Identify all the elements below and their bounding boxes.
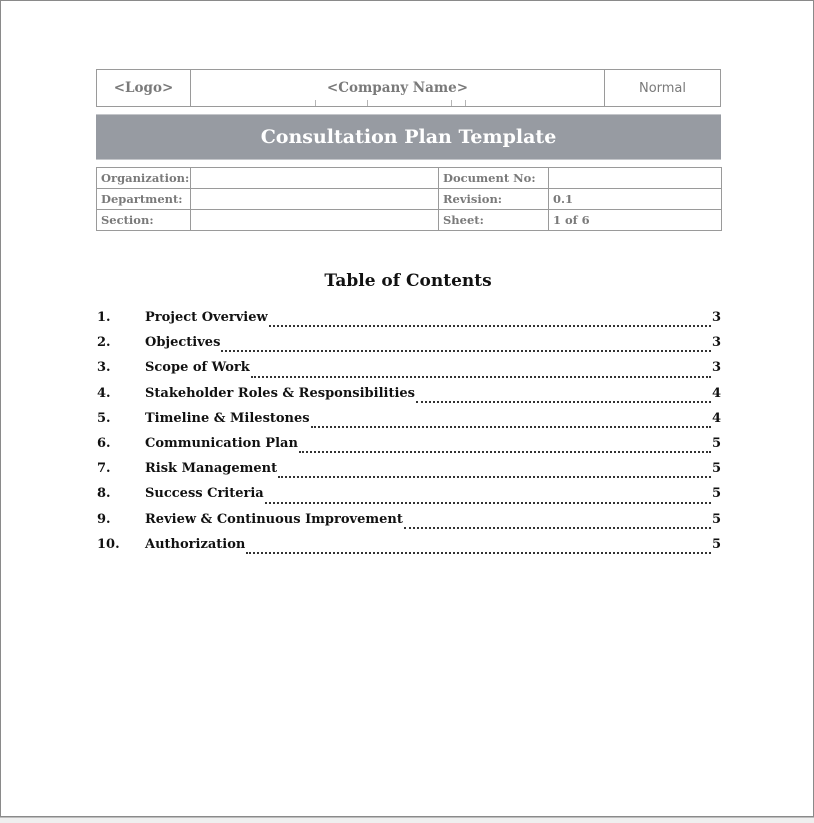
- toc-entry[interactable]: [97, 386, 721, 411]
- toc-entry-page[interactable]: 5: [711, 511, 721, 527]
- meta-row: [97, 189, 722, 210]
- department-value[interactable]: [191, 189, 439, 210]
- toc-entry-page[interactable]: 5: [711, 486, 721, 502]
- document-header: [96, 69, 721, 231]
- toc-entry-label[interactable]: Stakeholder Roles & Responsibilities: [145, 385, 415, 401]
- toc-entry[interactable]: [97, 461, 721, 486]
- toc-entry[interactable]: [97, 436, 721, 461]
- toc-entry-number: 2.: [97, 335, 111, 351]
- revision-label: Revision:: [439, 189, 549, 210]
- toc-entry-number: 4.: [97, 385, 111, 401]
- table-divider: [465, 100, 466, 106]
- toc-entry-number: 10.: [97, 536, 120, 552]
- meta-row: [97, 168, 722, 189]
- toc-heading: Table of Contents: [324, 271, 492, 291]
- toc-entry-label[interactable]: Communication Plan: [145, 435, 298, 451]
- toc-entry-page[interactable]: 5: [711, 461, 721, 477]
- toc-entry-number: 1.: [97, 310, 111, 325]
- sheet-label: Sheet:: [439, 210, 549, 231]
- toc-entry-page[interactable]: 3: [711, 310, 721, 325]
- toc-entry[interactable]: [97, 360, 721, 385]
- toc-leader-dots: [265, 501, 711, 504]
- toc-entry-page[interactable]: 3: [711, 360, 721, 376]
- toc-entry[interactable]: [97, 512, 721, 537]
- toc-entry-number: 7.: [97, 461, 111, 477]
- toc-entry-page[interactable]: 4: [711, 385, 721, 401]
- toc-leader-dots: [404, 526, 711, 529]
- toc-entry-number: 9.: [97, 511, 111, 527]
- toc-entry[interactable]: [97, 537, 721, 562]
- toc-entry-label[interactable]: Risk Management: [145, 461, 278, 477]
- toc-leader-dots: [251, 375, 711, 378]
- organization-label: Organization:: [97, 168, 191, 189]
- company-name-text: <Company Name>: [326, 80, 469, 96]
- sheet-value[interactable]: 1 of 6: [549, 210, 722, 231]
- header-top-row: [96, 69, 721, 107]
- table-divider: [315, 100, 316, 106]
- table-divider: [367, 100, 368, 106]
- toc-entry-number: 3.: [97, 360, 111, 376]
- toc-leader-dots: [221, 349, 711, 352]
- page-bottom-edge: [0, 817, 814, 823]
- document-no-value[interactable]: [549, 168, 722, 189]
- toc-entry[interactable]: [97, 411, 721, 436]
- table-of-contents: [97, 310, 721, 562]
- toc-entry-number: 6.: [97, 435, 111, 451]
- toc-leader-dots: [416, 400, 711, 403]
- toc-entry-label[interactable]: Timeline & Milestones: [145, 410, 310, 426]
- toc-entry-page[interactable]: 5: [711, 435, 721, 451]
- toc-entry-label[interactable]: Success Criteria: [145, 486, 264, 502]
- document-title: Consultation Plan Template: [96, 114, 721, 160]
- toc-entry-page[interactable]: 4: [711, 410, 721, 426]
- toc-entry[interactable]: [97, 310, 721, 335]
- meta-row: [97, 210, 722, 231]
- toc-leader-dots: [311, 425, 711, 428]
- document-status: Normal: [638, 80, 687, 96]
- document-no-label: Document No:: [439, 168, 549, 189]
- table-divider: [451, 100, 452, 106]
- toc-leader-dots: [269, 324, 711, 327]
- toc-leader-dots: [278, 475, 711, 478]
- organization-value[interactable]: [191, 168, 439, 189]
- toc-leader-dots: [299, 450, 711, 453]
- toc-entry-page[interactable]: 3: [711, 335, 721, 351]
- toc-entry-label[interactable]: Project Overview: [145, 310, 268, 325]
- toc-entry-number: 5.: [97, 410, 111, 426]
- toc-entry-label[interactable]: Scope of Work: [145, 360, 250, 376]
- revision-value[interactable]: 0.1: [549, 189, 722, 210]
- toc-entry-number: 8.: [97, 486, 111, 502]
- toc-leader-dots: [246, 551, 711, 554]
- section-label: Section:: [97, 210, 191, 231]
- document-meta-table: [96, 167, 722, 231]
- toc-entry-label[interactable]: Review & Continuous Improvement: [145, 511, 403, 527]
- section-value[interactable]: [191, 210, 439, 231]
- department-label: Department:: [97, 189, 191, 210]
- logo-placeholder: <Logo>: [97, 70, 191, 106]
- toc-entry-label[interactable]: Authorization: [145, 536, 246, 552]
- toc-entry[interactable]: [97, 335, 721, 360]
- toc-entry-label[interactable]: Objectives: [145, 335, 221, 351]
- company-name: [191, 70, 605, 106]
- toc-entry-page[interactable]: 5: [711, 536, 721, 552]
- toc-entry[interactable]: [97, 486, 721, 511]
